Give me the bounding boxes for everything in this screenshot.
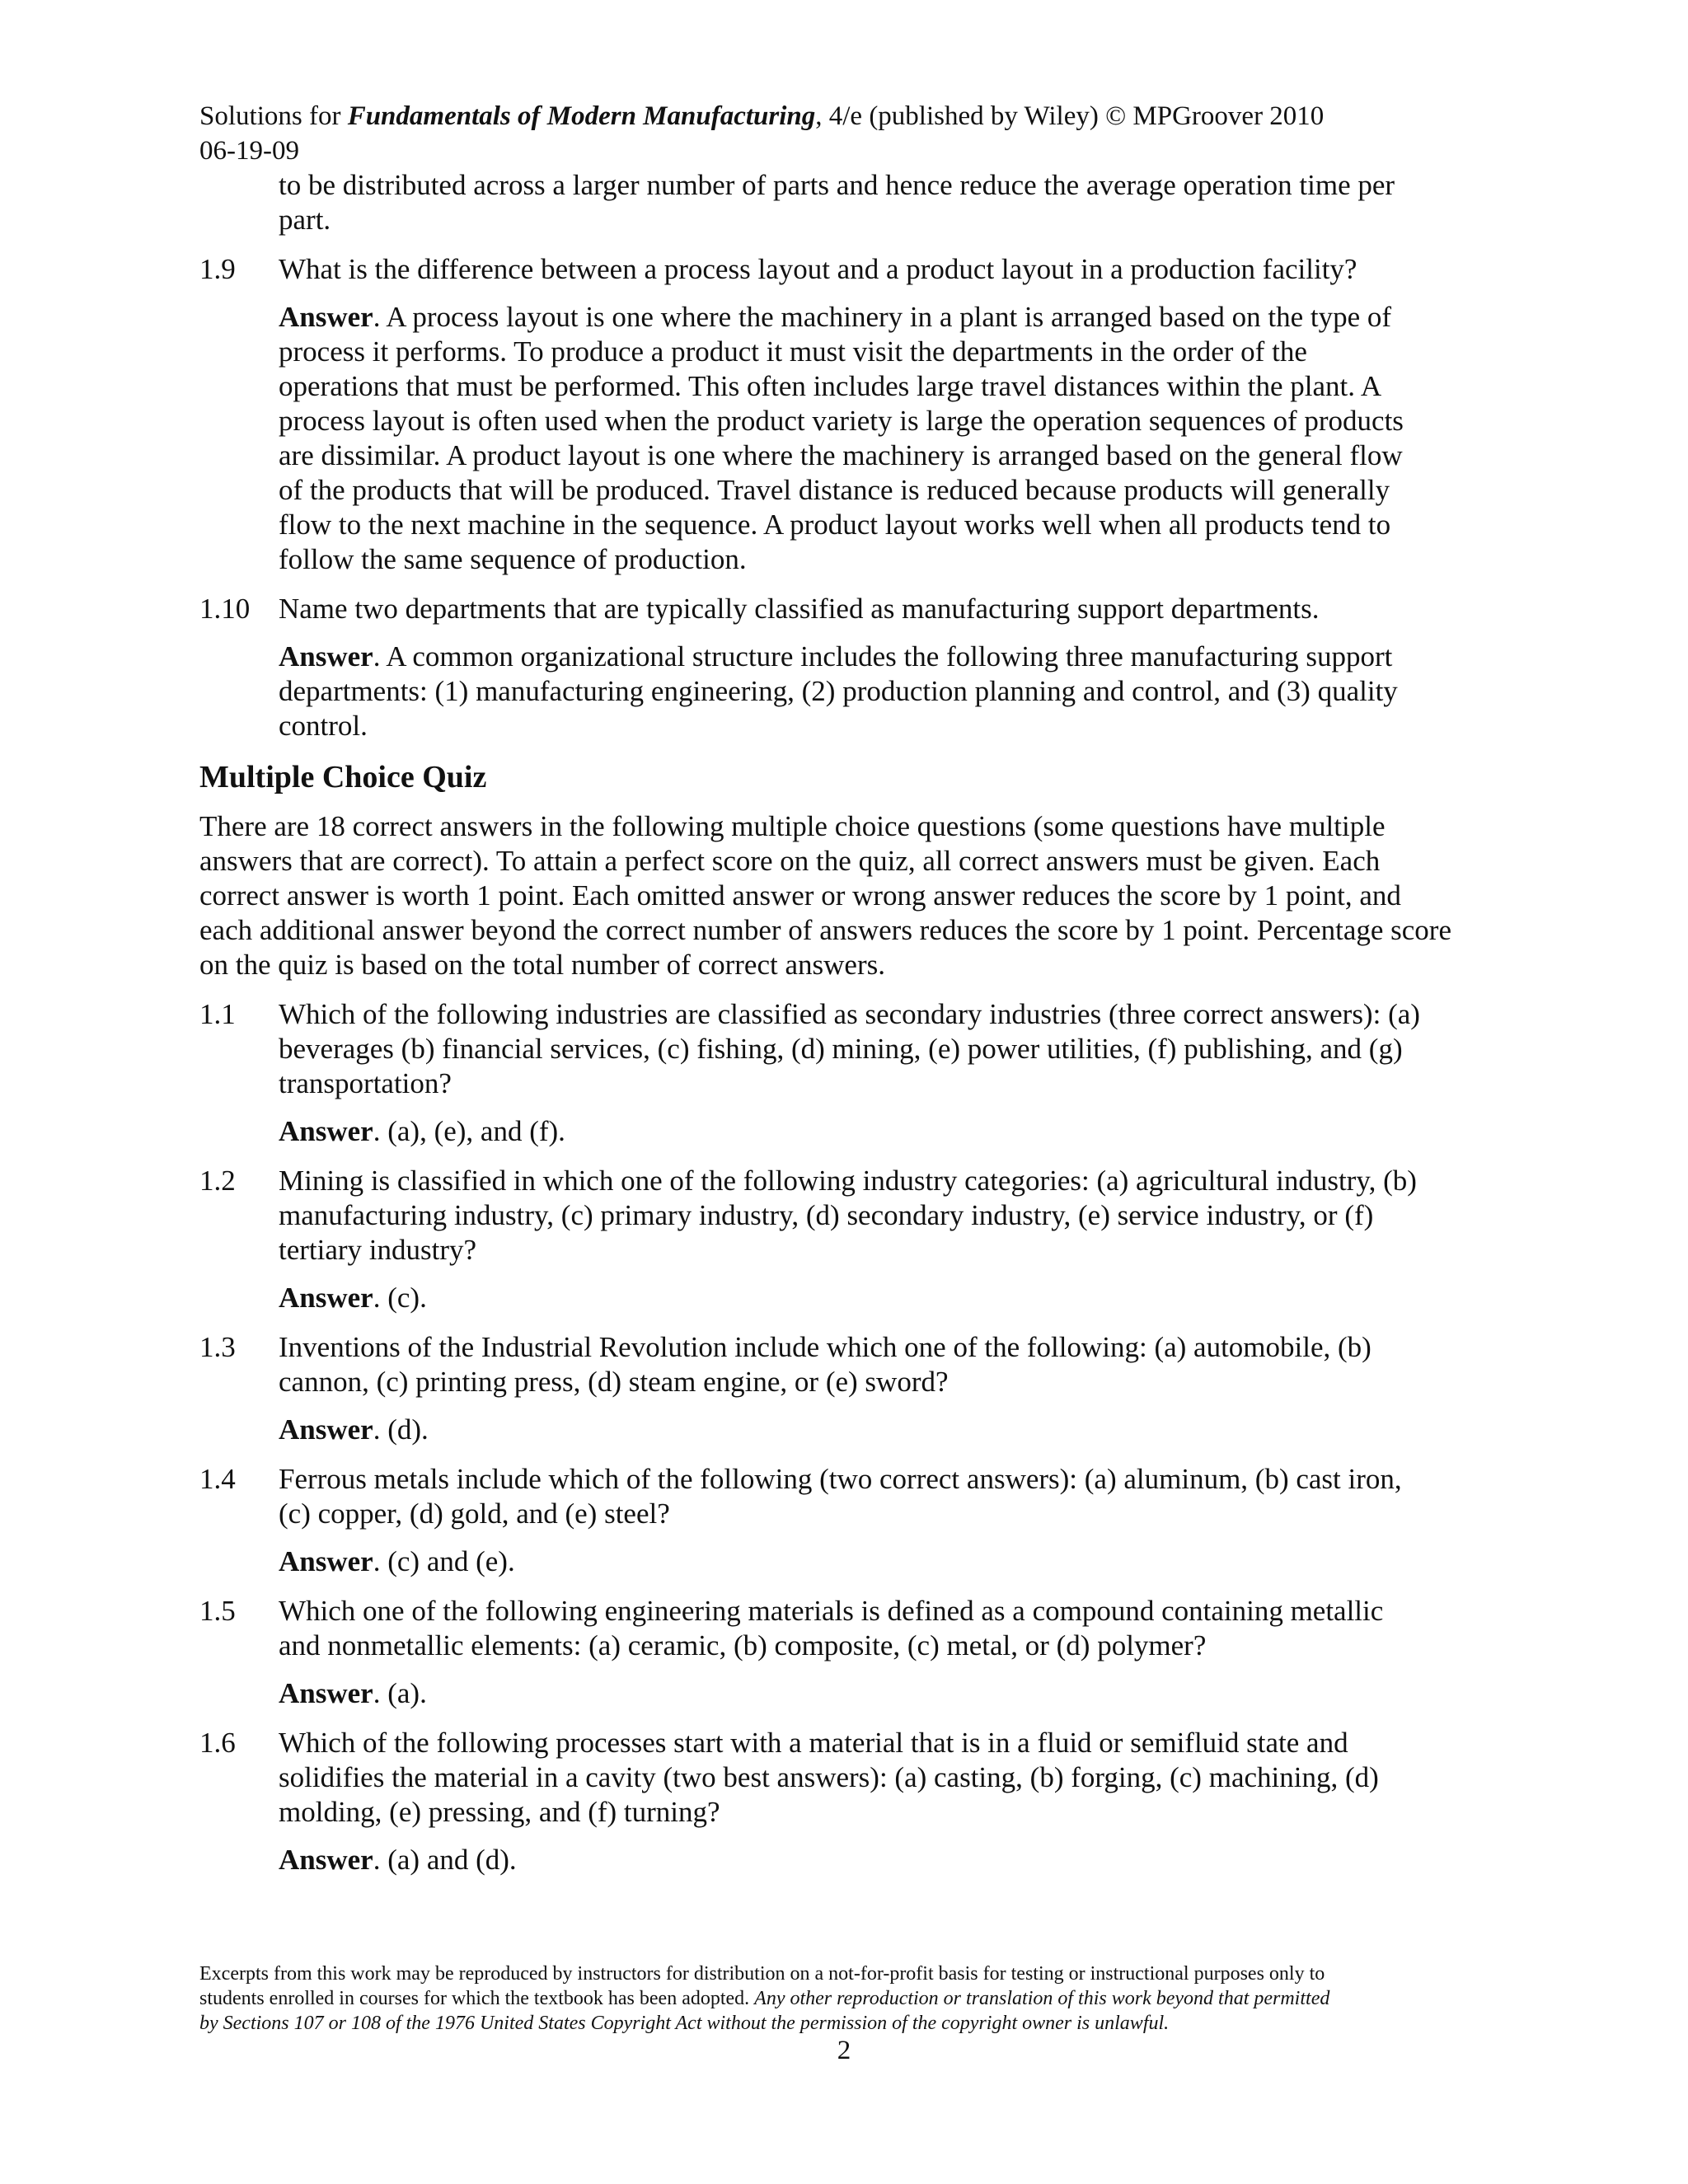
quiz-item-1-4 [199, 1462, 1502, 1579]
question-text: 1.6 Which of the following processes start with a material that is in a fluid or semifluid state and [199, 1727, 1348, 1759]
answer-label: Answer [279, 1413, 373, 1446]
answer-label: Answer [279, 640, 373, 673]
answer-line: of the products that will be produced. Travel distance is reduced because products will generally [279, 474, 1390, 506]
answer-line: process layout is often used when the product variety is large the operation sequences of products [279, 405, 1404, 437]
page-content [199, 168, 1502, 1877]
question-text: 1.4 Ferrous metals include which of the following (two correct answers): (a) aluminum, (b) cast iron, [199, 1463, 1402, 1495]
question-text: 1.10 Name two departments that are typically classified as manufacturing support departments. [199, 593, 1320, 625]
answer-label: Answer [279, 1282, 373, 1314]
question-line: solidifies the material in a cavity (two best answers): (a) casting, (b) forging, (c) machining, (d) [279, 1761, 1379, 1793]
header-date: 06-19-09 [199, 136, 299, 166]
answer-line: operations that must be performed. This often includes large travel distances within the plant. A [279, 370, 1382, 402]
question-number: 1.10 [199, 593, 251, 625]
header-line [199, 99, 1324, 134]
section-heading: Multiple Choice Quiz [199, 760, 487, 794]
answer-line: follow the same sequence of production. [279, 543, 747, 575]
answer-line: Answer. (a). [279, 1677, 427, 1709]
review-question-1-9 [199, 252, 1502, 577]
footer-line: students enrolled in courses for which the textbook has been adopted. Any other reproduction or translation of this work beyond that permitted [199, 1988, 1330, 2009]
answer-line: departments: (1) manufacturing engineering, (2) production planning and control, and (3) quality [279, 675, 1398, 707]
answer-label: Answer [279, 1844, 373, 1876]
question-text: 1.3 Inventions of the Industrial Revolution include which one of the following: (a) automobile, (b) [199, 1331, 1372, 1363]
question-number: 1.2 [199, 1165, 236, 1197]
intro-line: There are 18 correct answers in the following multiple choice questions (some questions have multiple [199, 810, 1386, 842]
question-number: 1.9 [199, 253, 236, 285]
answer-line: Answer. A process layout is one where the machinery in a plant is arranged based on the type of [279, 301, 1392, 333]
intro-line: answers that are correct). To attain a perfect score on the quiz, all correct answers must be given. Each [199, 845, 1381, 877]
answer-label: Answer [279, 1677, 373, 1709]
question-text: 1.5 Which one of the following engineering materials is defined as a compound containing metallic [199, 1595, 1384, 1627]
question-number: 1.1 [199, 998, 236, 1030]
question-line: beverages (b) financial services, (c) fishing, (d) mining, (e) power utilities, (f) publishing, and (g) [279, 1033, 1403, 1065]
answer-label: Answer [279, 301, 373, 333]
intro-line: each additional answer beyond the correct number of answers reduces the score by 1 point. Percentage score [199, 914, 1451, 946]
continuation-text [199, 168, 1502, 237]
quiz-item-1-5 [199, 1594, 1502, 1711]
question-line: (c) copper, (d) gold, and (e) steel? [279, 1497, 670, 1530]
question-number: 1.4 [199, 1463, 236, 1495]
quiz-item-1-1 [199, 997, 1502, 1149]
question-line: and nonmetallic elements: (a) ceramic, (b) composite, (c) metal, or (d) polymer? [279, 1629, 1207, 1661]
page-number: 2 [837, 2036, 851, 2065]
answer-line: Answer. (d). [279, 1413, 429, 1446]
answer-line: Answer. (a) and (d). [279, 1844, 517, 1876]
question-line: manufacturing industry, (c) primary industry, (d) secondary industry, (e) service industry, or (f) [279, 1199, 1374, 1231]
answer-label: Answer [279, 1115, 373, 1147]
quiz-item-1-3 [199, 1330, 1502, 1447]
header-suffix: , 4/e (published by Wiley) © MPGroover 2010 [815, 101, 1325, 131]
quiz-item-1-6 [199, 1726, 1502, 1877]
answer-line: Answer. (c). [279, 1282, 427, 1314]
text-line: to be distributed across a larger number of parts and hence reduce the average operation time per [279, 169, 1395, 201]
answer-line: Answer. A common organizational structure includes the following three manufacturing support [279, 640, 1393, 673]
review-question-1-10 [199, 592, 1502, 743]
question-number: 1.6 [199, 1727, 236, 1759]
question-text: 1.2 Mining is classified in which one of the following industry categories: (a) agricultural industry, (b) [199, 1165, 1417, 1197]
answer-line: flow to the next machine in the sequence. A product layout works well when all products tend to [279, 509, 1391, 541]
page-header [199, 99, 1324, 168]
question-line: molding, (e) pressing, and (f) turning? [279, 1796, 720, 1828]
intro-line: correct answer is worth 1 point. Each omitted answer or wrong answer reduces the score by 1 point, and [199, 879, 1401, 912]
copyright-footer [199, 1961, 1502, 2036]
question-line: tertiary industry? [279, 1234, 477, 1266]
answer-label: Answer [279, 1545, 373, 1577]
question-number: 1.5 [199, 1595, 236, 1627]
footer-line: by Sections 107 or 108 of the 1976 United States Copyright Act without the permission of the copyright owner is unlawful. [199, 2013, 1170, 2034]
intro-line: on the quiz is based on the total number of correct answers. [199, 949, 885, 981]
answer-line: are dissimilar. A product layout is one where the machinery is arranged based on the general flow [279, 439, 1403, 471]
answer-line: Answer. (c) and (e). [279, 1545, 515, 1577]
answer-line: Answer. (a), (e), and (f). [279, 1115, 565, 1147]
quiz-intro [199, 809, 1502, 982]
question-text: 1.1 Which of the following industries are classified as secondary industries (three correct answers): (a) [199, 998, 1420, 1030]
question-line: cannon, (c) printing press, (d) steam engine, or (e) sword? [279, 1366, 949, 1398]
footer-line: Excerpts from this work may be reproduced by instructors for distribution on a not-for-profit basis for testing or instructional purposes only to [199, 1963, 1325, 1985]
question-line: transportation? [279, 1067, 452, 1099]
book-title: Fundamentals of Modern Manufacturing [347, 101, 816, 131]
text-line: part. [279, 204, 331, 236]
header-prefix: Solutions for [199, 101, 348, 131]
quiz-item-1-2 [199, 1164, 1502, 1315]
question-text: 1.9 What is the difference between a process layout and a product layout in a production facility? [199, 253, 1357, 285]
answer-line: process it performs. To produce a product it must visit the departments in the order of the [279, 335, 1307, 368]
question-number: 1.3 [199, 1331, 236, 1363]
answer-line: control. [279, 710, 368, 742]
